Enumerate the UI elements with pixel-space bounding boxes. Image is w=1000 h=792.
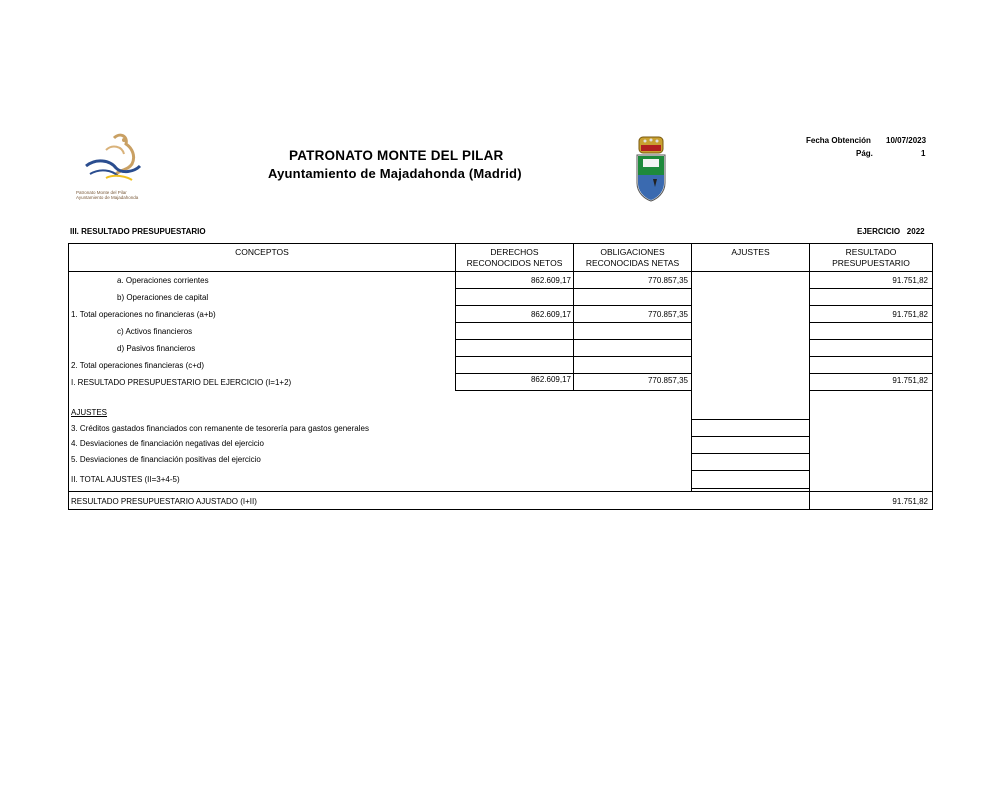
row-II-label: II. TOTAL AJUSTES (II=3+4-5) (71, 475, 180, 484)
col-derechos: DERECHOS RECONOCIDOS NETOS (466, 247, 563, 268)
row-b-label: b) Operaciones de capital (117, 293, 209, 302)
ajustes-heading: AJUSTES (71, 408, 108, 417)
row-1-derechos: 862.609,17 (530, 310, 571, 319)
row-d-label: d) Pasivos financieros (117, 344, 196, 353)
row-1-resultado: 91.751,82 (892, 310, 928, 319)
org-name: PATRONATO MONTE DEL PILAR (289, 148, 504, 163)
bird-logo-icon (76, 130, 156, 190)
logo-caption: Patronato Monte del Pilar Ayuntamiento de Majadahonda (76, 190, 139, 200)
row-I-resultado: 91.751,82 (892, 376, 928, 385)
section-title: III. RESULTADO PRESUPUESTARIO (70, 227, 206, 236)
row-I-obligaciones: 770.857,35 (647, 376, 688, 385)
final-value: 91.751,82 (892, 497, 928, 506)
pag-label: Pág. (856, 149, 873, 158)
row-a-resultado: 91.751,82 (892, 276, 928, 285)
coat-of-arms (633, 135, 669, 203)
row-I-derechos: 862.609,17 (530, 375, 571, 384)
row-3-label: 3. Créditos gastados financiados con remanente de tesorería para gastos generales (71, 424, 369, 433)
patronato-logo (76, 130, 156, 204)
row-a-derechos: 862.609,17 (530, 276, 571, 285)
final-label: RESULTADO PRESUPUESTARIO AJUSTADO (I+II) (71, 497, 257, 506)
ejercicio-value: 2022 (906, 227, 925, 236)
pag-value: 1 (921, 149, 926, 158)
row-a-label: a. Operaciones corrientes (117, 276, 209, 285)
col-conceptos: CONCEPTOS (235, 247, 289, 257)
org-subtitle: Ayuntamiento de Majadahonda (Madrid) (268, 166, 522, 181)
fecha-label: Fecha Obtención (806, 136, 871, 145)
row-4-label: 4. Desviaciones de financiación negativas del ejercicio (71, 439, 264, 448)
crest-icon (633, 135, 669, 203)
row-1-label: 1. Total operaciones no financieras (a+b) (71, 310, 216, 319)
ejercicio-label: EJERCICIO (857, 227, 901, 236)
row-5-label: 5. Desviaciones de financiación positivas del ejercicio (71, 455, 261, 464)
ejercicio (857, 227, 925, 236)
col-resultado: RESULTADO PRESUPUESTARIO (832, 247, 910, 268)
row-2-label: 2. Total operaciones financieras (c+d) (71, 361, 205, 370)
row-I-label: I. RESULTADO PRESUPUESTARIO DEL EJERCICIO (I=1+2) (71, 378, 292, 387)
col-ajustes: AJUSTES (731, 247, 770, 257)
fecha-value: 10/07/2023 (886, 136, 927, 145)
row-a-obligaciones: 770.857,35 (647, 276, 688, 285)
row-c-label: c) Activos financieros (117, 327, 193, 336)
row-1-obligaciones: 770.857,35 (647, 310, 688, 319)
col-obligaciones: OBLIGACIONES RECONOCIDAS NETAS (585, 247, 680, 268)
